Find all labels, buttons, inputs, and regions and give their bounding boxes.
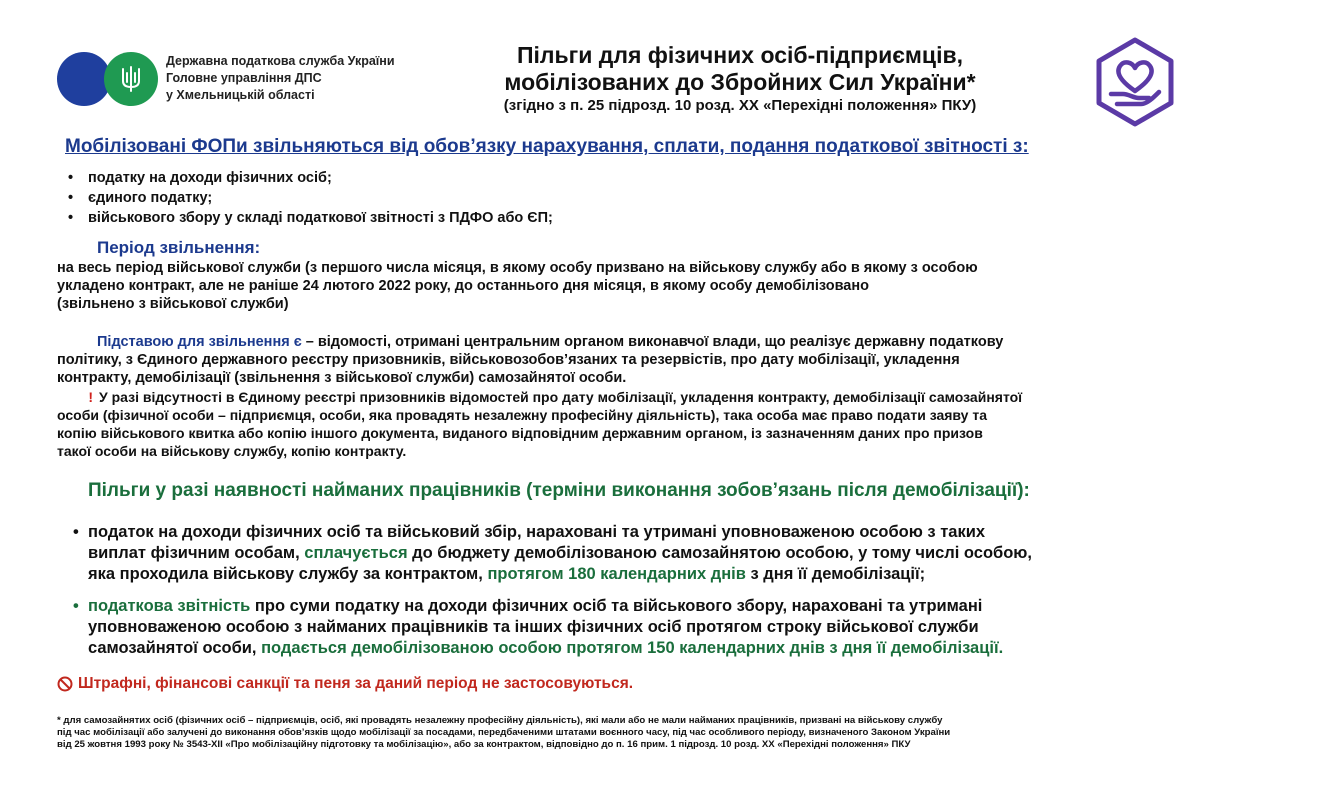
note-line: копію військового квитка або копію іншого документа, виданого відповідним державним органом, із зазначенням даних про призов — [57, 425, 983, 441]
org-line-1: Державна податкова служба України — [166, 54, 395, 68]
period-line: на весь період військової служби (з першого числа місяця, в якому особу призвано на військову службу або в якому з особою — [57, 260, 978, 276]
note-line: У разі відсутності в Єдиному реєстрі призовників відомостей про дату мобілізації, укладення контракту, демобілізації самозайнятої — [99, 389, 1023, 405]
dps-logo-blue-circle — [57, 52, 111, 106]
basis-line: контракту, демобілізації (звільнення з військової служби) самозайнятої особи. — [57, 370, 627, 386]
list-item: • податку на доходи фізичних осіб; — [68, 168, 553, 188]
bullet-icon: • — [73, 597, 79, 615]
bullet-icon: • — [73, 523, 79, 541]
item-line: уповноваженою особою з найманих працівників та інших фізичних осіб протягом строку військової служби — [88, 618, 979, 636]
title-subtitle: (згідно з п. 25 підрозд. 10 розд. ХХ «Перехідні положення» ПКУ) — [503, 97, 977, 114]
footnote-line: від 25 жовтня 1993 року № 3543-XII «Про мобілізаційну підготовку та мобілізацію», або за контрактом, відповідно до п. 16 прим. 1 підрозд. 10 розд. ХХ «Перехідні положення» ПКУ — [57, 739, 911, 750]
item-highlight: сплачується — [304, 544, 408, 562]
basis-paragraph — [57, 333, 1307, 387]
note-line: такої особи на військову службу, копію контракту. — [57, 443, 407, 459]
item-text: самозайнятої особи, — [88, 639, 262, 657]
organization-name — [166, 53, 395, 104]
item-text: з дня її демобілізації; — [745, 565, 926, 583]
title-line-2: мобілізованих до Збройних Сил України* — [504, 69, 976, 95]
footnote — [57, 715, 1287, 751]
page-title — [440, 42, 1040, 116]
penalty-text: Штрафні, фінансові санкції та пеня за даний період не застосовуються. — [78, 675, 634, 692]
header — [0, 0, 1338, 130]
footnote-line: під час мобілізації або залучені до виконання обов’язків щодо мобілізації за посадами, передбаченими штатами воєнного часу, під час особливого періоду, визначеного Законом України — [57, 727, 951, 738]
basis-line: політику, з Єдиного державного реєстру призовників, військовозобов’язаних та резервістів, про дату мобілізації, укладення — [57, 352, 960, 368]
title-line-1: Пільги для фізичних осіб-підприємців, — [517, 42, 963, 68]
heart-in-hand-icon — [1089, 36, 1181, 128]
period-text — [57, 259, 1297, 313]
employees-item-2 — [73, 596, 1313, 659]
employees-heading: Пільги у разі наявності найманих працівників (терміни виконання зобов’язань після демобілізації): — [88, 480, 1030, 501]
item-highlight: подається демобілізованою особою протягом 150 календарних днів з дня її демобілізації. — [261, 639, 1004, 657]
note-paragraph — [57, 388, 1307, 460]
basis-label: Підставою для звільнення є — [97, 334, 302, 350]
employees-item-1 — [73, 522, 1313, 585]
basis-text: – відомості, отримані центральним органом виконавчої влади, що реалізує державну податкову — [301, 334, 1004, 350]
dps-logo-green-circle — [104, 52, 158, 106]
item-highlight: протягом 180 календарних днів — [487, 565, 746, 583]
exemption-heading: Мобілізовані ФОПи звільняються від обов’язку нарахування, сплати, подання податкової звітності з: — [65, 136, 1029, 157]
list-item: • єдиного податку; — [68, 188, 553, 208]
exclamation-icon: ! — [88, 389, 93, 405]
prohibited-icon — [57, 676, 73, 692]
item-line: податок на доходи фізичних осіб та військовий збір, нараховані та утримані уповноваженою особою з таких — [88, 523, 986, 541]
footnote-line: * для самозайнятих осіб (фізичних осіб – підприємців, осіб, які провадять незалежну професійну діяльність), які мали або не мали найманих працівників, призвані на військову службу — [57, 715, 943, 726]
list-item: • військового збору у складі податкової звітності з ПДФО або ЄП; — [68, 208, 553, 228]
penalty-notice — [57, 675, 633, 693]
item-highlight: податкова звітність — [88, 597, 251, 615]
item-text: до бюджету демобілізованою самозайнятою особою, у тому числі особою, — [407, 544, 1032, 562]
item-text: про суми податку на доходи фізичних осіб та військового збору, нараховані та утримані — [250, 597, 983, 615]
period-line: укладено контракт, але не раніше 24 лютого 2022 року, до останнього дня місяця, в якому особу демобілізовано — [57, 278, 869, 294]
exemption-list — [68, 168, 553, 228]
org-line-2: Головне управління ДПС — [166, 71, 322, 85]
tryzub-icon — [120, 65, 142, 93]
period-heading: Період звільнення: — [97, 238, 261, 257]
item-text: виплат фізичним особам, — [88, 544, 305, 562]
note-line: особи (фізичної особи – підприємця, особи, яка провадять незалежну професійну діяльність), така особа має право подати заяву та — [57, 407, 987, 423]
period-line: (звільнено з військової служби) — [57, 296, 289, 312]
item-text: яка проходила військову службу за контрактом, — [88, 565, 488, 583]
org-line-3: у Хмельницькій області — [166, 88, 315, 102]
